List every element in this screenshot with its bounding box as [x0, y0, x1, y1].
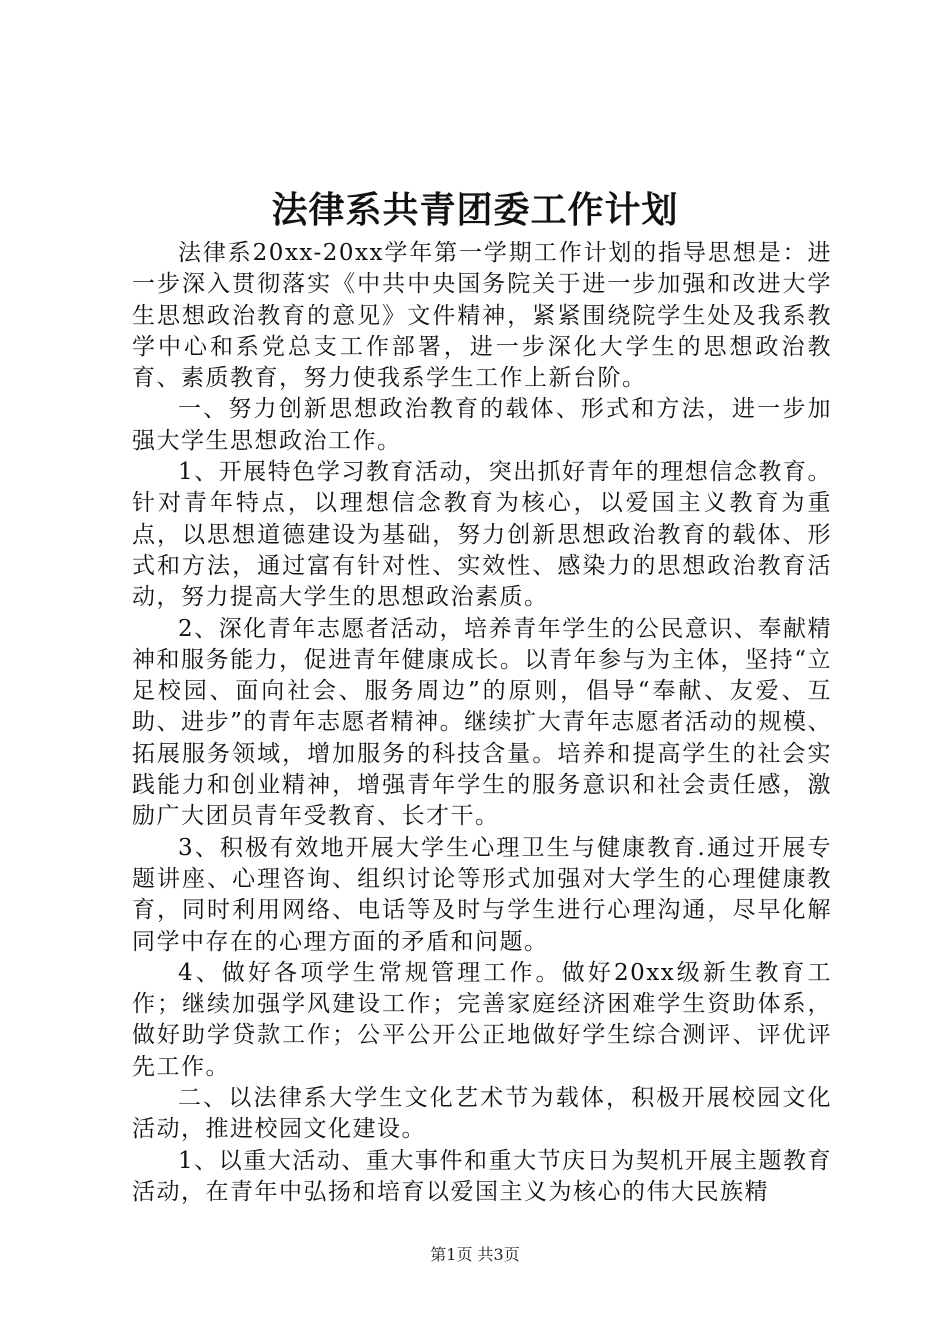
paragraph-intro: 法律系20xx-20xx学年第一学期工作计划的指导思想是：进一步深入贯彻落实《中共中央国务院关于进一步加强和改进大学生思想政治教育的意见》文件精神，紧紧围绕院学生处及我系教学中心和系党总支工作部署，进一步深化大学生的思想政治教育、素质教育，努力使我系学生工作上新台阶。 [132, 240, 832, 392]
paragraph-item-1-3: 3、积极有效地开展大学生心理卫生与健康教育.通过开展专题讲座、心理咨询、组织讨论等形式加强对大学生的心理健康教育，同时利用网络、电话等及时与学生进行心理沟通，尽早化解同学中存在的心理方面的矛盾和问题。 [132, 834, 832, 955]
document-title: 法律系共青团委工作计划 [271, 189, 679, 231]
paragraph-item-1-1: 1、开展特色学习教育活动，突出抓好青年的理想信念教育。针对青年特点，以理想信念教育为核心，以爱国主义教育为重点，以思想道德建设为基础，努力创新思想政治教育的载体、形式和方法，通过富有针对性、实效性、感染力的思想政治教育活动，努力提高大学生的思想政治素质。 [132, 459, 832, 611]
page-number-footer: 第1页 共3页 [430, 1245, 520, 1264]
paragraph-item-1-4: 4、做好各项学生常规管理工作。做好20xx级新生教育工作；继续加强学风建设工作；完善家庭经济困难学生资助体系，做好助学贷款工作；公平公开公正地做好学生综合测评、评优评先工作。 [132, 959, 832, 1080]
paragraph-section-1-heading: 一、努力创新思想政治教育的载体、形式和方法，进一步加强大学生思想政治工作。 [132, 396, 832, 454]
paragraph-item-2-1: 1、以重大活动、重大事件和重大节庆日为契机开展主题教育活动，在青年中弘扬和培育以爱国主义为核心的伟大民族精 [132, 1147, 832, 1205]
paragraph-section-2-heading: 二、以法律系大学生文化艺术节为载体，积极开展校园文化活动，推进校园文化建设。 [132, 1085, 832, 1143]
paragraph-item-1-2: 2、深化青年志愿者活动，培养青年学生的公民意识、奉献精神和服务能力，促进青年健康成长。以青年参与为主体，坚持“立足校园、面向社会、服务周边”的原则，倡导“奉献、友爱、互助、进步”的青年志愿者精神。继续扩大青年志愿者活动的规模、拓展服务领域，增加服务的科技含量。培养和提高学生的社会实践能力和创业精神，增强青年学生的服务意识和社会责任感，激励广大团员青年受教育、长才干。 [132, 615, 832, 830]
document-body [132, 238, 832, 1208]
